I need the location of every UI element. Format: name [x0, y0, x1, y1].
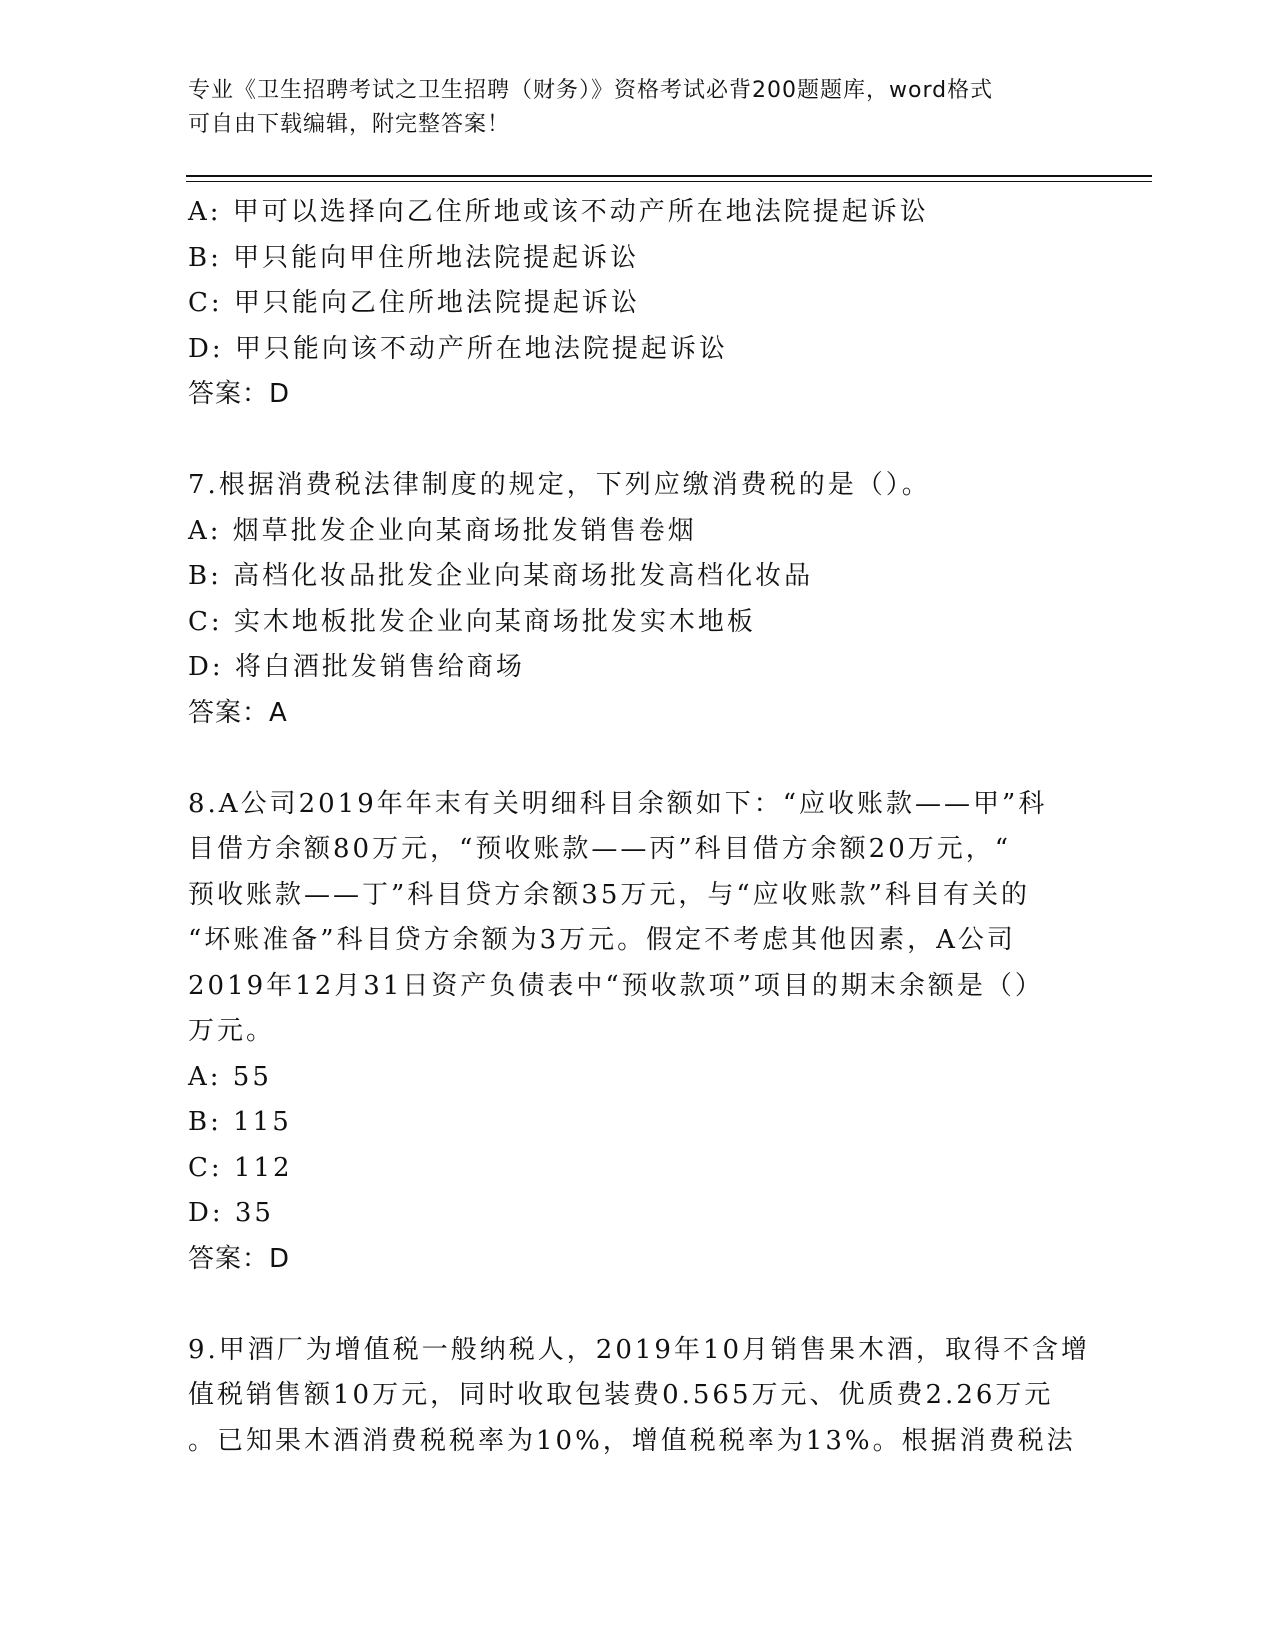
question-stem-line: 值税销售额10万元，同时收取包装费0.565万元、优质费2.26万元	[188, 1380, 1054, 1410]
option-b: B: 甲只能向甲住所地法院提起诉讼	[188, 242, 640, 273]
question-9	[188, 1328, 1091, 1465]
answer: 答案：A	[188, 697, 288, 728]
question-8	[188, 782, 1088, 1283]
header-divider-thin	[186, 181, 1152, 182]
answer: 答案：D	[188, 1243, 291, 1274]
option-c: C: 112	[188, 1152, 293, 1183]
header-line-2: 可自由下载编辑，附完整答案！	[188, 112, 511, 137]
question-stem-line: 目借方余额80万元，“预收账款——丙”科目借方余额20万元，“	[188, 834, 1012, 864]
option-a: A: 55	[188, 1061, 272, 1092]
question-stem-line: 万元。	[188, 1016, 276, 1046]
option-c: C: 甲只能向乙住所地法院提起诉讼	[188, 288, 640, 318]
option-d: D: 甲只能向该不动产所在地法院提起诉讼	[188, 333, 728, 364]
question-7	[188, 463, 1088, 736]
header-line-1: 专业《卫生招聘考试之卫生招聘（财务）》资格考试必背200题题库，word格式	[188, 78, 994, 103]
option-a: A: 烟草批发企业向某商场批发销售卷烟	[188, 515, 697, 546]
question-6	[188, 190, 1088, 418]
document-header	[188, 74, 1068, 142]
question-stem-line: 2019年12月31日资产负债表中“预收款项”项目的期末余额是（）	[188, 970, 1044, 1001]
question-stem-line: 9.甲酒厂为增值税一般纳税人，2019年10月销售果木酒，取得不含增	[188, 1334, 1091, 1365]
question-stem: 7.根据消费税法律制度的规定，下列应缴消费税的是（）。	[188, 470, 931, 500]
option-d: D: 35	[188, 1198, 274, 1228]
header-divider-thick	[186, 175, 1152, 177]
option-b: B: 115	[188, 1107, 292, 1137]
option-c: C: 实木地板批发企业向某商场批发实木地板	[188, 606, 756, 637]
question-stem-line: 预收账款——丁”科目贷方余额35万元，与“应收账款”科目有关的	[188, 879, 1030, 910]
question-stem-line: 8.A公司2019年年末有关明细科目余额如下：“应收账款——甲”科	[188, 788, 1048, 819]
option-a: A: 甲可以选择向乙住所地或该不动产所在地法院提起诉讼	[188, 197, 929, 227]
question-stem-line: “坏账准备”科目贷方余额为3万元。假定不考虑其他因素，A公司	[188, 925, 1016, 955]
option-b: B: 高档化妆品批发企业向某商场批发高档化妆品	[188, 561, 814, 591]
option-d: D: 将白酒批发销售给商场	[188, 652, 525, 682]
answer: 答案：D	[188, 379, 291, 409]
question-stem-line: 。已知果木酒消费税税率为10%，增值税税率为13%。根据消费税法	[188, 1425, 1076, 1456]
document-body	[188, 190, 1091, 1464]
